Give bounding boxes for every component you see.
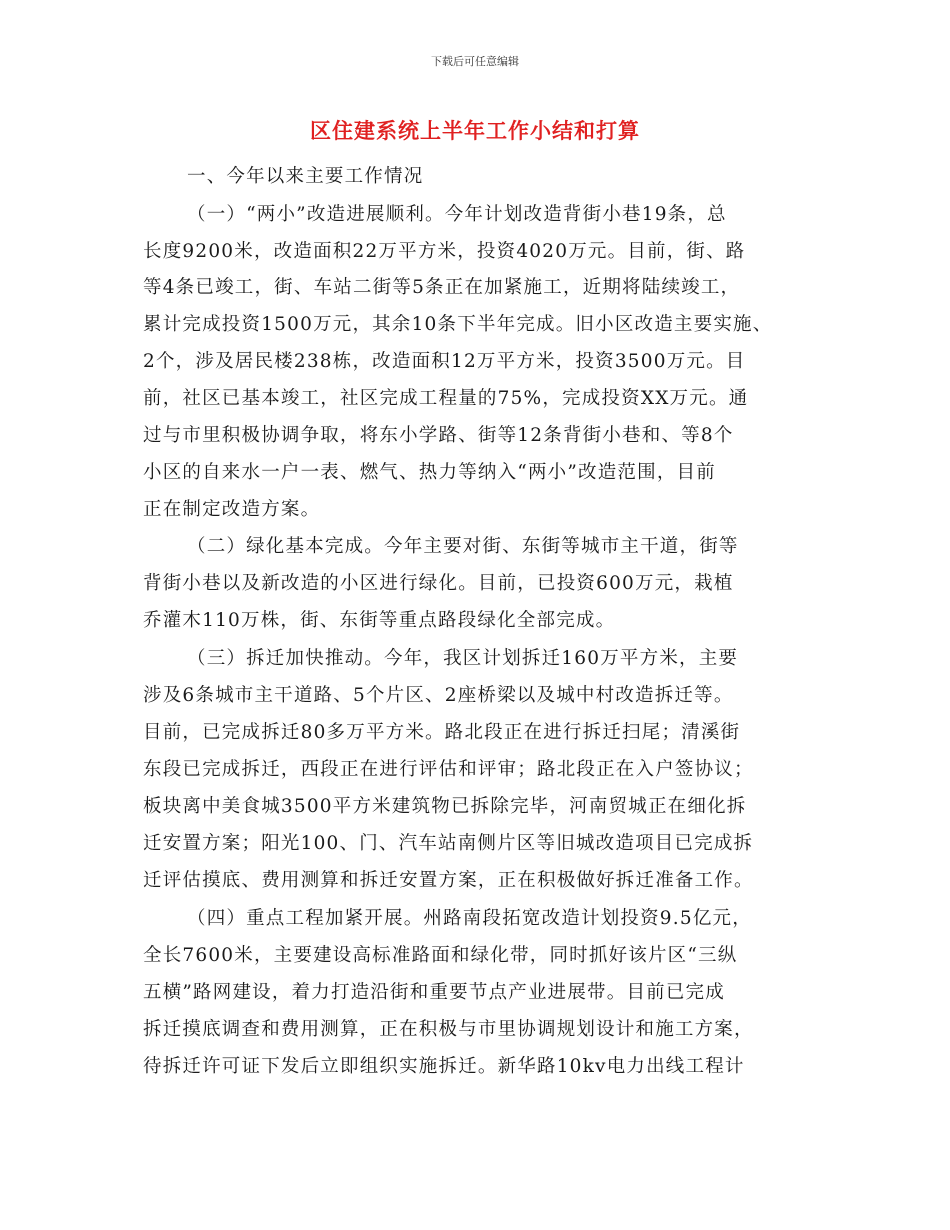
paragraph-line: （一）“两小”改造进展顺利。今年计划改造背街小巷19条，总 (187, 204, 727, 225)
paragraph-line: 乔灌木110万株，街、东街等重点路段绿化全部完成。 (143, 610, 616, 631)
paragraph-line: 前，社区已基本竣工，社区完成工程量的75%，完成投资XX万元。通 (143, 388, 749, 409)
paragraph-line: 2个，涉及居民楼238栋，改造面积12万平方米，投资3500万元。目 (143, 351, 746, 372)
document-title: 区住建系统上半年工作小结和打算 (310, 119, 640, 143)
paragraph-line: 累计完成投资1500万元，其余10条下半年完成。旧小区改造主要实施、 (143, 314, 773, 335)
section-heading: 一、今年以来主要工作情况 (187, 166, 424, 187)
paragraph-line: 迁安置方案；阳光100、门、汽车站南侧片区等旧城改造项目已完成拆 (143, 833, 754, 854)
paragraph-line: （二）绿化基本完成。今年主要对街、东街等城市主干道，街等 (187, 536, 739, 557)
paragraph-line: 目前，已完成拆迁80多万平方米。路北段正在进行拆迁扫尾；清溪街 (143, 722, 741, 743)
paragraph-line: 迁评估摸底、费用测算和拆迁安置方案，正在积极做好拆迁准备工作。 (143, 870, 754, 891)
paragraph-line: 小区的自来水一户一表、燃气、热力等纳入“两小”改造范围，目前 (143, 462, 716, 483)
paragraph-line: 长度9200米，改造面积22万平方米，投资4020万元。目前，街、路 (143, 241, 746, 262)
paragraph-line: 待拆迁许可证下发后立即组织实施拆迁。新华路10kv电力出线工程计 (143, 1056, 745, 1077)
paragraph-line: （三）拆迁加快推动。今年，我区计划拆迁160万平方米，主要 (187, 648, 739, 669)
paragraph-line: 东段已完成拆迁，西段正在进行评估和评审；路北段正在入户签协议； (143, 759, 754, 780)
paragraph-line: 五横”路网建设，着力打造沿街和重要节点产业进展带。目前已完成 (143, 982, 725, 1003)
paragraph-line: 板块离中美食城3500平方米建筑物已拆除完毕，河南贸城正在细化拆 (143, 796, 747, 817)
paragraph-line: 背街小巷以及新改造的小区进行绿化。目前，已投资600万元，栽植 (143, 573, 734, 594)
paragraph-line: 拆迁摸底调查和费用测算，正在积极与市里协调规划设计和施工方案， (143, 1019, 754, 1040)
paragraph-line: 正在制定改造方案。 (143, 499, 321, 520)
page-header: 下载后可任意编辑 (431, 55, 519, 68)
paragraph-line: 全长7600米，主要建设高标准路面和绿化带，同时抓好该片区“三纵 (143, 945, 738, 966)
paragraph-line: 涉及6条城市主干道路、5个片区、2座桥梁以及城中村改造拆迁等。 (143, 685, 734, 706)
paragraph-line: 等4条已竣工，街、车站二街等5条正在加紧施工，近期将陆续竣工， (143, 277, 741, 298)
paragraph-line: （四）重点工程加紧开展。州路南段拓宽改造计划投资9.5亿元， (187, 908, 752, 929)
paragraph-line: 过与市里积极协调争取，将东小学路、街等12条背街小巷和、等8个 (143, 425, 734, 446)
